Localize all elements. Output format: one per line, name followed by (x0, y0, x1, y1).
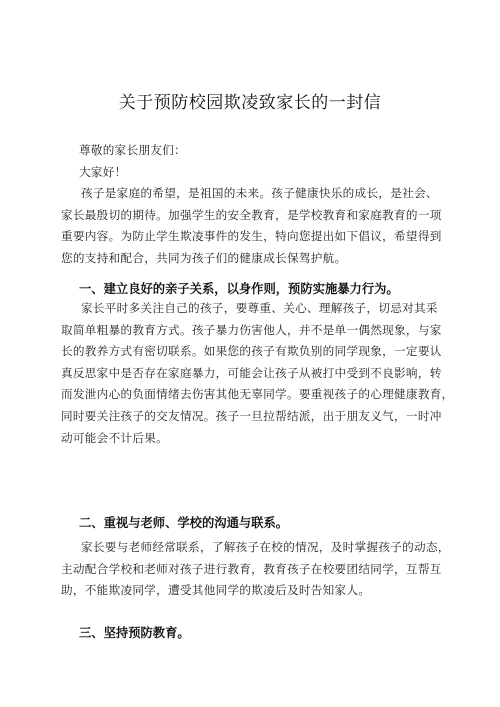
intro-line: 重要内容。为防止学生欺凌事件的发生，特向您提出如下倡议，希望得到 (61, 229, 442, 244)
paragraph-line: 真反思家中是否存在家庭暴力，可能会让孩子从被打中受到不良影响，转 (61, 365, 442, 380)
section-heading-3: 三、坚持预防教育。 (79, 626, 190, 640)
letter-opening (61, 140, 457, 270)
greeting: 大家好！ (79, 164, 127, 179)
page-title: 关于预防校园欺凌致家长的一封信 (118, 93, 382, 113)
section-2-body (61, 537, 457, 602)
intro-line: 家长最殷切的期待。加强学生的安全教育，是学校教育和家庭教育的一项 (61, 207, 442, 222)
intro-line: 您的支持和配合，共同为孩子们的健康成长保驾护航。 (61, 250, 347, 265)
section-heading-2: 二、重视与老师、学校的沟通与联系。 (79, 516, 289, 530)
paragraph-line: 同时要关注孩子的交友情况。孩子一旦拉帮结派，出于朋友义气，一时冲 (61, 408, 442, 423)
paragraph-line: 家长要与老师经常联系，了解孩子在校的情况，及时掌握孩子的动态， (81, 540, 450, 554)
paragraph-line: 动可能会不计后果。 (61, 430, 169, 445)
section-heading-1: 一、建立良好的亲子关系，以身作则，预防实施暴力行为。 (79, 282, 399, 296)
paragraph-line: 而发泄内心的负面情绪去伤害其他无辜同学。要重视孩子的心理健康教育， (61, 387, 454, 402)
paragraph-line: 助，不能欺凌同学，遭受其他同学的欺凌后及时告知家人。 (61, 583, 371, 598)
paragraph-line: 家长平时多关注自己的孩子，要尊重、关心、理解孩子，切忌对其采 (81, 301, 438, 315)
intro-line: 孩子是家庭的希望，是祖国的未来。孩子健康快乐的成长，是社会、 (81, 186, 438, 201)
paragraph-line: 长的教养方式有密切联系。如果您的孩子有欺负别的同学现象，一定要认 (61, 344, 442, 359)
paragraph-line: 取简单粗暴的教育方式。孩子暴力伤害他人，并不是单一偶然现象，与家 (61, 322, 442, 337)
section-1-body (61, 298, 457, 449)
salutation: 尊敬的家长朋友们： (79, 143, 187, 157)
paragraph-line: 主动配合学校和老师对孩子进行教育，教育孩子在校要团结同学，互帮互 (61, 561, 442, 576)
